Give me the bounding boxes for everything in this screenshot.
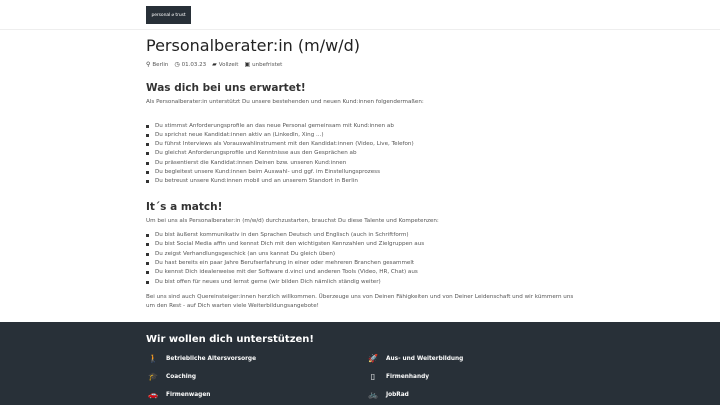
benefit-label: Coaching <box>166 373 196 380</box>
page-title: Personalberater:in (m/w/d) <box>146 36 360 55</box>
requirements-list <box>146 231 576 287</box>
section-heading: Was dich bei uns erwartet! <box>146 82 306 94</box>
list-item: Du kennst Dich idealerweise mit der Software d.vinci und anderen Tools (Video, HR, Chat) aus <box>146 268 576 277</box>
benefit-label: Aus- und Weiterbildung <box>386 355 464 362</box>
section-intro: Als Personalberater:in unterstützt Du unsere bestehenden und neuen Kund:innen folgendermaßen: <box>146 99 424 105</box>
graduation-cap-icon: 🎓 <box>148 372 158 381</box>
benefit-label: Betriebliche Altersvorsorge <box>166 355 257 362</box>
benefits-section <box>0 322 720 405</box>
list-item: Du begleitest unsere Kund:innen beim Auswahl- und ggf. im Einstellungsprozess <box>146 168 576 177</box>
list-item: Du sprichst neue Kandidat:innen aktiv an (LinkedIn, Xing ...) <box>146 131 576 140</box>
tasks-list <box>146 122 576 187</box>
contract-text: unbefristet <box>252 62 283 68</box>
walking-person-icon: 🚶 <box>148 354 158 363</box>
map-pin-icon: ⚲ <box>146 61 151 68</box>
list-item: Du bist äußerst kommunikativ in den Sprachen Deutsch und Englisch (auch in Schriftform) <box>146 231 576 240</box>
benefit-item <box>366 390 409 399</box>
benefit-item <box>366 354 463 363</box>
section-heading: It´s a match! <box>146 200 223 213</box>
benefit-label: JobRad <box>386 391 409 398</box>
benefit-label: Firmenhandy <box>386 373 429 380</box>
benefit-item <box>146 372 196 381</box>
meta-employment <box>212 61 238 68</box>
clock-icon: ◷ <box>174 61 180 68</box>
list-item: Du führst Interviews als Vorauswahlinstrument mit den Kandidat:innen (Video, Live, Telefon) <box>146 140 576 149</box>
list-item: Du hast bereits ein paar Jahre Berufserfahrung in einer oder mehreren Branchen gesammelt <box>146 259 576 268</box>
list-item: Du gleichst Anforderungsprofile und Kenntnisse aus den Gesprächen ab <box>146 149 576 158</box>
bicycle-icon: 🚲 <box>368 390 378 399</box>
car-icon: 🚗 <box>148 390 158 399</box>
company-logo[interactable]: personal ⌀ trust <box>146 6 191 24</box>
section-intro: Um bei uns als Personalberater:in (m/w/d) durchzustarten, brauchst Du diese Talente und Kompetenzen: <box>146 217 439 224</box>
meta-contract <box>244 61 282 68</box>
benefit-item <box>366 372 429 381</box>
benefit-label: Firmenwagen <box>166 391 211 398</box>
list-item: Du stimmst Anforderungsprofile an das neue Personal gemeinsam mit Kund:innen ab <box>146 122 576 131</box>
site-header <box>0 0 720 30</box>
mobile-phone-icon: ▯ <box>370 372 376 381</box>
meta-location <box>146 61 168 68</box>
closing-paragraph: Bei uns sind auch Quereinsteiger:innen herzlich willkommen. Überzeuge uns von Deinen Fähigkeiten und von Deiner Leidenschaft und wir kümmern uns um den Rest - auf Dich warten viele Weiterbildungsangebote! <box>146 293 574 310</box>
benefit-item <box>146 354 256 363</box>
benefits-heading: Wir wollen dich unterstützen! <box>146 334 314 345</box>
calendar-icon: ▣ <box>244 61 251 68</box>
list-item: Du betreust unsere Kund:innen mobil und an unserem Standort in Berlin <box>146 177 576 186</box>
job-meta <box>146 61 576 68</box>
list-item: Du bist Social Media affin und kennst Dich mit den wichtigsten Kennzahlen und Zielgruppen aus <box>146 240 576 249</box>
location-text: Berlin <box>152 62 169 68</box>
date-text: 01.03.23 <box>181 62 207 68</box>
list-item: Du zeigst Verhandlungsgeschick (an uns kannst Du gleich üben) <box>146 250 576 259</box>
briefcase-icon: ▰ <box>212 61 217 68</box>
list-item: Du präsentierst die Kandidat:innen Deinen bzw. unseren Kund:innen <box>146 159 576 168</box>
meta-date <box>174 61 206 68</box>
employment-text: Vollzeit <box>218 62 239 68</box>
rocket-icon: 🚀 <box>368 354 378 363</box>
list-item: Du bist offen für neues und lernst gerne (wir bilden Dich nämlich ständig weiter) <box>146 278 576 287</box>
benefit-item <box>146 390 210 399</box>
job-posting <box>146 36 576 312</box>
